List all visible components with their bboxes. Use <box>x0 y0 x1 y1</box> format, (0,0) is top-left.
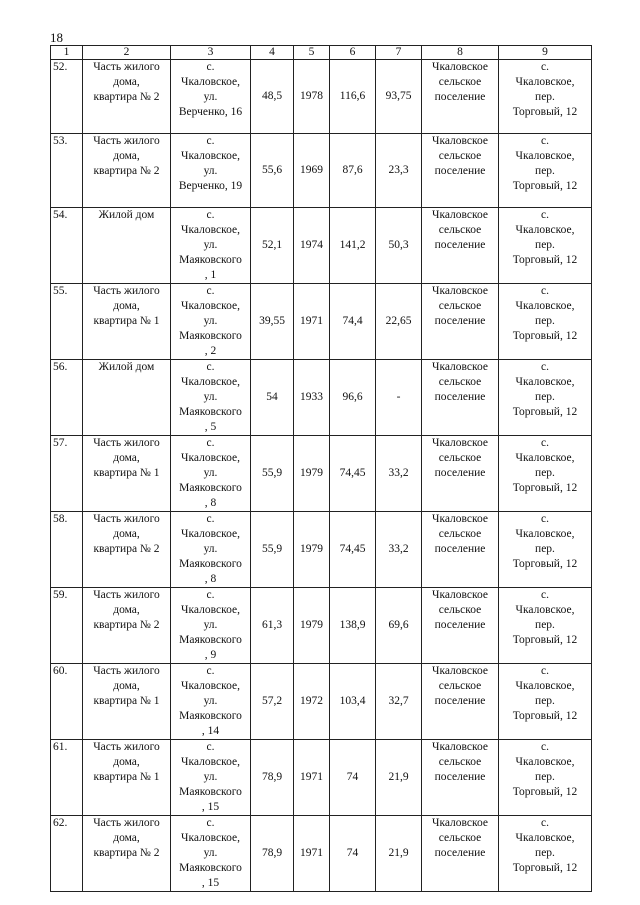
row-number-cell: 53. <box>51 134 83 208</box>
address-cell-line: ул. <box>203 695 218 707</box>
residual-value-cell: 32,7 <box>376 664 422 740</box>
row-number-cell: 54. <box>51 208 83 284</box>
address-cell-line: Чкаловское, <box>181 604 240 616</box>
address-cell-line: ул. <box>203 391 218 403</box>
owner-cell-line: сельское <box>438 604 482 616</box>
owner-address-cell-line: с. <box>541 61 549 73</box>
year-cell: 1978 <box>294 60 330 134</box>
address-cell-line: Чкаловское, <box>181 756 240 768</box>
address-cell-line: , 1 <box>204 269 217 281</box>
object-name-cell-line: Часть жилого <box>93 817 160 829</box>
cost-cell: 74 <box>330 740 376 816</box>
owner-cell-line: Чкаловское <box>431 665 489 677</box>
address-cell-line: ул. <box>203 239 218 251</box>
owner-cell <box>422 512 499 588</box>
address-cell-line: с. <box>206 817 215 829</box>
object-name-cell <box>83 360 171 436</box>
address-cell-line: Верченко, 16 <box>178 106 243 118</box>
row-number-cell: 56. <box>51 360 83 436</box>
owner-cell-line: поселение <box>434 695 486 707</box>
owner-cell-line: Чкаловское <box>431 589 489 601</box>
column-number: 5 <box>294 46 330 60</box>
owner-address-cell-line: Чкаловское, <box>515 680 575 692</box>
residual-value-cell: 21,9 <box>376 816 422 892</box>
address-cell-line: с. <box>206 437 215 449</box>
table-row <box>51 664 592 740</box>
address-cell-line: Маяковского <box>179 710 242 722</box>
object-name-cell-line: Часть жилого <box>93 741 160 753</box>
owner-address-cell-line: пер. <box>535 847 555 859</box>
cost-cell: 74,45 <box>330 512 376 588</box>
owner-address-cell-line: пер. <box>535 391 555 403</box>
owner-address-cell-line: Чкаловское, <box>515 528 575 540</box>
owner-cell <box>422 664 499 740</box>
address-cell <box>171 360 251 436</box>
object-name-cell <box>83 588 171 664</box>
object-name-cell-line: дома, <box>113 680 140 692</box>
owner-cell-line: поселение <box>434 315 486 327</box>
object-name-cell-line: квартира № 2 <box>93 165 160 177</box>
owner-address-cell-line: пер. <box>535 91 555 103</box>
owner-cell-line: Чкаловское <box>431 513 489 525</box>
year-cell: 1971 <box>294 284 330 360</box>
owner-address-cell-line: пер. <box>535 543 555 555</box>
owner-cell-line: поселение <box>434 847 486 859</box>
owner-address-cell-line: пер. <box>535 315 555 327</box>
cost-cell: 87,6 <box>330 134 376 208</box>
residual-value-cell: 21,9 <box>376 740 422 816</box>
owner-cell-line: сельское <box>438 300 482 312</box>
cost-cell: 138,9 <box>330 588 376 664</box>
owner-address-cell-line: с. <box>541 135 549 147</box>
owner-address-cell-line: Торговый, 12 <box>512 558 578 570</box>
area-cell: 39,55 <box>251 284 294 360</box>
owner-address-cell <box>499 208 592 284</box>
owner-address-cell-line: Торговый, 12 <box>512 330 578 342</box>
owner-cell-line: поселение <box>434 165 486 177</box>
address-cell <box>171 60 251 134</box>
owner-cell <box>422 284 499 360</box>
year-cell: 1933 <box>294 360 330 436</box>
address-cell-line: Чкаловское, <box>181 680 240 692</box>
table-row <box>51 134 592 208</box>
owner-cell <box>422 740 499 816</box>
address-cell-line: Маяковского <box>179 406 242 418</box>
column-number: 9 <box>499 46 592 60</box>
table-row <box>51 816 592 892</box>
column-number: 7 <box>376 46 422 60</box>
table-row <box>51 208 592 284</box>
row-number-cell: 55. <box>51 284 83 360</box>
owner-cell <box>422 60 499 134</box>
object-name-cell-line: квартира № 2 <box>93 543 160 555</box>
year-cell: 1979 <box>294 588 330 664</box>
object-name-cell-line: Часть жилого <box>93 513 160 525</box>
address-cell-line: Верченко, 19 <box>178 180 243 192</box>
owner-address-cell-line: Чкаловское, <box>515 756 575 768</box>
address-cell-line: с. <box>206 61 215 73</box>
owner-cell-line: сельское <box>438 150 482 162</box>
address-cell-line: с. <box>206 285 215 297</box>
owner-cell-line: сельское <box>438 452 482 464</box>
object-name-cell-line: квартира № 2 <box>93 847 160 859</box>
owner-address-cell-line: с. <box>541 589 549 601</box>
owner-address-cell-line: пер. <box>535 467 555 479</box>
cost-cell: 74,45 <box>330 436 376 512</box>
year-cell: 1971 <box>294 816 330 892</box>
object-name-cell <box>83 134 171 208</box>
object-name-cell-line: квартира № 1 <box>93 771 160 783</box>
owner-address-cell-line: Торговый, 12 <box>512 180 578 192</box>
owner-address-cell-line: Торговый, 12 <box>512 406 578 418</box>
object-name-cell-line: Часть жилого <box>93 665 160 677</box>
owner-address-cell-line: с. <box>541 437 549 449</box>
address-cell-line: , 15 <box>201 877 220 889</box>
owner-address-cell-line: с. <box>541 209 549 221</box>
owner-cell-line: поселение <box>434 771 486 783</box>
address-cell <box>171 816 251 892</box>
address-cell <box>171 436 251 512</box>
owner-address-cell-line: Торговый, 12 <box>512 710 578 722</box>
owner-cell-line: поселение <box>434 467 486 479</box>
owner-cell-line: поселение <box>434 91 486 103</box>
object-name-cell-line: дома, <box>113 604 140 616</box>
owner-address-cell-line: Чкаловское, <box>515 76 575 88</box>
residual-value-cell: 33,2 <box>376 512 422 588</box>
address-cell-line: Чкаловское, <box>181 832 240 844</box>
owner-address-cell <box>499 512 592 588</box>
column-number: 8 <box>422 46 499 60</box>
cost-cell: 141,2 <box>330 208 376 284</box>
area-cell: 55,6 <box>251 134 294 208</box>
owner-address-cell-line: Чкаловское, <box>515 224 575 236</box>
table-row <box>51 588 592 664</box>
owner-address-cell-line: пер. <box>535 619 555 631</box>
cost-cell: 116,6 <box>330 60 376 134</box>
object-name-cell-line: Часть жилого <box>93 135 160 147</box>
column-number: 2 <box>83 46 171 60</box>
cost-cell: 103,4 <box>330 664 376 740</box>
address-cell-line: ул. <box>203 847 218 859</box>
address-cell-line: Чкаловское, <box>181 224 240 236</box>
column-number: 4 <box>251 46 294 60</box>
residual-value-cell: 22,65 <box>376 284 422 360</box>
address-cell-line: Чкаловское, <box>181 150 240 162</box>
object-name-cell-line: квартира № 1 <box>93 315 160 327</box>
object-name-cell <box>83 512 171 588</box>
address-cell-line: Маяковского <box>179 558 242 570</box>
owner-address-cell-line: с. <box>541 361 549 373</box>
area-cell: 54 <box>251 360 294 436</box>
area-cell: 55,9 <box>251 436 294 512</box>
owner-cell-line: Чкаловское <box>431 285 489 297</box>
address-cell-line: с. <box>206 741 215 753</box>
object-name-cell <box>83 740 171 816</box>
owner-address-cell <box>499 284 592 360</box>
owner-address-cell-line: с. <box>541 513 549 525</box>
address-cell-line: Чкаловское, <box>181 300 240 312</box>
row-number-cell: 60. <box>51 664 83 740</box>
owner-address-cell-line: Чкаловское, <box>515 376 575 388</box>
address-cell-line: Чкаловское, <box>181 452 240 464</box>
owner-cell-line: сельское <box>438 376 482 388</box>
year-cell: 1979 <box>294 512 330 588</box>
owner-cell <box>422 360 499 436</box>
address-cell-line: ул. <box>203 771 218 783</box>
address-cell-line: Маяковского <box>179 330 242 342</box>
owner-address-cell-line: Торговый, 12 <box>512 786 578 798</box>
cost-cell: 74 <box>330 816 376 892</box>
object-name-cell-line: квартира № 2 <box>93 619 160 631</box>
address-cell <box>171 588 251 664</box>
residual-value-cell: 50,3 <box>376 208 422 284</box>
residual-value-cell: 33,2 <box>376 436 422 512</box>
owner-address-cell-line: Торговый, 12 <box>512 254 578 266</box>
owner-address-cell <box>499 588 592 664</box>
area-cell: 55,9 <box>251 512 294 588</box>
object-name-cell-line: дома, <box>113 76 140 88</box>
object-name-cell-line: квартира № 1 <box>93 695 160 707</box>
owner-address-cell-line: с. <box>541 817 549 829</box>
owner-cell-line: сельское <box>438 224 482 236</box>
address-cell-line: ул. <box>203 467 218 479</box>
owner-cell-line: сельское <box>438 528 482 540</box>
table-row <box>51 284 592 360</box>
address-cell-line: ул. <box>203 91 218 103</box>
owner-cell-line: Чкаловское <box>431 437 489 449</box>
table-row <box>51 60 592 134</box>
owner-cell-line: поселение <box>434 543 486 555</box>
address-cell-line: , 5 <box>204 421 217 433</box>
owner-address-cell-line: Чкаловское, <box>515 452 575 464</box>
owner-address-cell-line: Чкаловское, <box>515 300 575 312</box>
address-cell-line: Чкаловское, <box>181 376 240 388</box>
address-cell-line: , 14 <box>201 725 220 737</box>
year-cell: 1971 <box>294 740 330 816</box>
owner-cell-line: поселение <box>434 391 486 403</box>
residual-value-cell: - <box>376 360 422 436</box>
object-name-cell-line: Жилой дом <box>98 361 155 373</box>
table-row <box>51 436 592 512</box>
table-row <box>51 740 592 816</box>
object-name-cell <box>83 60 171 134</box>
owner-address-cell-line: Чкаловское, <box>515 832 575 844</box>
owner-address-cell-line: Чкаловское, <box>515 150 575 162</box>
address-cell-line: ул. <box>203 315 218 327</box>
address-cell-line: Маяковского <box>179 862 242 874</box>
residual-value-cell: 23,3 <box>376 134 422 208</box>
owner-cell-line: Чкаловское <box>431 209 489 221</box>
owner-cell <box>422 208 499 284</box>
row-number-cell: 57. <box>51 436 83 512</box>
address-cell <box>171 134 251 208</box>
owner-address-cell <box>499 134 592 208</box>
column-number: 1 <box>51 46 83 60</box>
address-cell <box>171 284 251 360</box>
owner-cell-line: сельское <box>438 832 482 844</box>
owner-cell <box>422 134 499 208</box>
object-name-cell-line: дома, <box>113 528 140 540</box>
object-name-cell <box>83 664 171 740</box>
object-name-cell-line: Часть жилого <box>93 437 160 449</box>
object-name-cell-line: Жилой дом <box>98 209 155 221</box>
area-cell: 78,9 <box>251 740 294 816</box>
owner-cell-line: сельское <box>438 680 482 692</box>
object-name-cell-line: дома, <box>113 150 140 162</box>
object-name-cell <box>83 816 171 892</box>
address-cell-line: Маяковского <box>179 482 242 494</box>
row-number-cell: 61. <box>51 740 83 816</box>
owner-cell <box>422 588 499 664</box>
row-number-cell: 52. <box>51 60 83 134</box>
property-register-table <box>50 45 592 892</box>
year-cell: 1969 <box>294 134 330 208</box>
object-name-cell-line: квартира № 1 <box>93 467 160 479</box>
owner-address-cell-line: пер. <box>535 695 555 707</box>
address-cell-line: , 8 <box>204 573 217 585</box>
address-cell-line: с. <box>206 361 215 373</box>
owner-cell-line: Чкаловское <box>431 361 489 373</box>
owner-address-cell-line: с. <box>541 665 549 677</box>
owner-address-cell <box>499 816 592 892</box>
column-number: 6 <box>330 46 376 60</box>
column-number: 3 <box>171 46 251 60</box>
address-cell <box>171 208 251 284</box>
residual-value-cell: 93,75 <box>376 60 422 134</box>
owner-cell-line: Чкаловское <box>431 741 489 753</box>
address-cell-line: Чкаловское, <box>181 528 240 540</box>
cost-cell: 96,6 <box>330 360 376 436</box>
address-cell-line: Маяковского <box>179 786 242 798</box>
address-cell-line: Маяковского <box>179 634 242 646</box>
owner-address-cell-line: Чкаловское, <box>515 604 575 616</box>
object-name-cell <box>83 208 171 284</box>
address-cell-line: Маяковского <box>179 254 242 266</box>
address-cell <box>171 740 251 816</box>
row-number-cell: 62. <box>51 816 83 892</box>
owner-address-cell-line: пер. <box>535 239 555 251</box>
address-cell-line: с. <box>206 589 215 601</box>
owner-address-cell-line: с. <box>541 741 549 753</box>
area-cell: 57,2 <box>251 664 294 740</box>
address-cell-line: , 2 <box>204 345 217 357</box>
owner-cell-line: поселение <box>434 619 486 631</box>
owner-cell-line: Чкаловское <box>431 817 489 829</box>
object-name-cell <box>83 436 171 512</box>
address-cell-line: ул. <box>203 543 218 555</box>
address-cell-line: ул. <box>203 619 218 631</box>
column-number-header-row <box>51 46 592 60</box>
owner-address-cell <box>499 664 592 740</box>
address-cell-line: Чкаловское, <box>181 76 240 88</box>
owner-cell-line: Чкаловское <box>431 61 489 73</box>
address-cell-line: с. <box>206 209 215 221</box>
address-cell-line: ул. <box>203 165 218 177</box>
address-cell-line: с. <box>206 513 215 525</box>
table-row <box>51 360 592 436</box>
table-row <box>51 512 592 588</box>
object-name-cell-line: дома, <box>113 300 140 312</box>
owner-address-cell <box>499 436 592 512</box>
owner-address-cell-line: с. <box>541 285 549 297</box>
year-cell: 1972 <box>294 664 330 740</box>
owner-cell <box>422 436 499 512</box>
row-number-cell: 58. <box>51 512 83 588</box>
object-name-cell-line: дома, <box>113 452 140 464</box>
address-cell <box>171 664 251 740</box>
owner-cell-line: сельское <box>438 76 482 88</box>
object-name-cell-line: дома, <box>113 832 140 844</box>
area-cell: 61,3 <box>251 588 294 664</box>
owner-address-cell-line: Торговый, 12 <box>512 634 578 646</box>
object-name-cell <box>83 284 171 360</box>
owner-address-cell-line: Торговый, 12 <box>512 482 578 494</box>
residual-value-cell: 69,6 <box>376 588 422 664</box>
table-body <box>51 46 592 892</box>
owner-address-cell-line: Торговый, 12 <box>512 106 578 118</box>
year-cell: 1974 <box>294 208 330 284</box>
owner-address-cell <box>499 60 592 134</box>
address-cell-line: с. <box>206 665 215 677</box>
owner-address-cell-line: пер. <box>535 165 555 177</box>
address-cell-line: , 8 <box>204 497 217 509</box>
year-cell: 1979 <box>294 436 330 512</box>
row-number-cell: 59. <box>51 588 83 664</box>
owner-cell-line: Чкаловское <box>431 135 489 147</box>
owner-cell <box>422 816 499 892</box>
area-cell: 48,5 <box>251 60 294 134</box>
owner-cell-line: сельское <box>438 756 482 768</box>
owner-address-cell-line: Торговый, 12 <box>512 862 578 874</box>
object-name-cell-line: дома, <box>113 756 140 768</box>
address-cell-line: , 9 <box>204 649 217 661</box>
object-name-cell-line: квартира № 2 <box>93 91 160 103</box>
owner-cell-line: поселение <box>434 239 486 251</box>
address-cell <box>171 512 251 588</box>
cost-cell: 74,4 <box>330 284 376 360</box>
address-cell-line: , 15 <box>201 801 220 813</box>
page-number: 18 <box>50 30 63 45</box>
object-name-cell-line: Часть жилого <box>93 589 160 601</box>
object-name-cell-line: Часть жилого <box>93 285 160 297</box>
owner-address-cell <box>499 360 592 436</box>
area-cell: 52,1 <box>251 208 294 284</box>
area-cell: 78,9 <box>251 816 294 892</box>
owner-address-cell-line: пер. <box>535 771 555 783</box>
address-cell-line: с. <box>206 135 215 147</box>
owner-address-cell <box>499 740 592 816</box>
object-name-cell-line: Часть жилого <box>93 61 160 73</box>
